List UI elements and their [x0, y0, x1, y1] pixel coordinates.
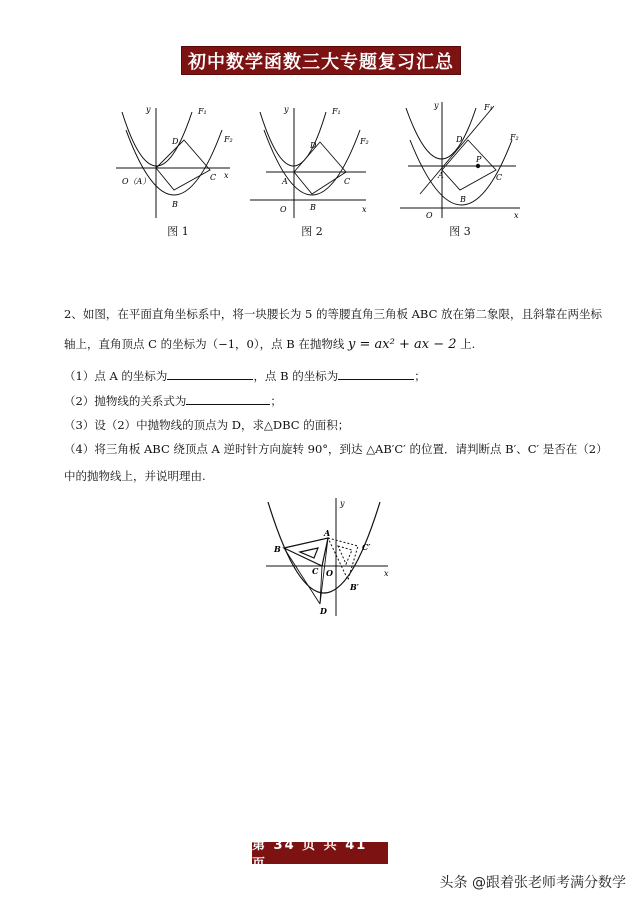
point-p-label: P: [476, 155, 482, 164]
problem-line-1: 2、如图，在平面直角坐标系中，将一块腰长为 5 的等腰直角三角板 ABC 放在第二象限，且斜靠在两坐标: [64, 307, 603, 321]
point-b-label: B: [460, 195, 466, 204]
point-b-prime-label: B′: [350, 582, 359, 592]
figure-3-caption: 图 3: [449, 225, 471, 238]
problem-line-2: [64, 336, 475, 352]
x-label: x: [514, 211, 519, 220]
answer-blank-c[interactable]: [186, 392, 270, 405]
question-4-line-2: 中的抛物线上，并说明理由.: [64, 469, 206, 483]
question-2: [64, 392, 282, 409]
watermark: 头条 @跟着张老师考满分数学: [439, 875, 626, 891]
point-a-label: A: [282, 177, 288, 186]
parabola-f1: [406, 108, 476, 159]
parabola-formula: y = ax² + ax − 2: [348, 337, 457, 352]
answer-blank-a[interactable]: [167, 367, 253, 380]
y-label: y: [284, 105, 289, 114]
f1-label: F₁: [332, 107, 341, 116]
problem-figure: [264, 494, 394, 628]
question-4-line-1: （4）将三角板 ABC 绕顶点 A 逆时针方向旋转 90°，到达 △AB′C′ 的位置．请判断点 B′、C′ 是否在（2）: [64, 442, 608, 456]
question-2-part-b: ；: [270, 394, 282, 408]
figure-1-caption: 图 1: [167, 225, 189, 238]
x-label: x: [384, 569, 389, 578]
origin-label: O: [426, 211, 433, 220]
question-1: [64, 367, 426, 384]
quadrilateral: [294, 142, 346, 194]
question-3: （3）设（2）中抛物线的顶点为 D，求△DBC 的面积；: [64, 418, 350, 432]
point-a-label: A: [324, 528, 331, 538]
parabola-f1: [260, 112, 326, 166]
y-label: y: [146, 105, 151, 114]
problem-line-2-text: 轴上，直角顶点 C 的坐标为（−1，0），点 B 在抛物线: [64, 337, 349, 351]
slant-line: [420, 106, 494, 194]
point-c-prime-label: C′: [362, 542, 371, 552]
figure-2-graph: [246, 100, 376, 225]
point-c-label: C: [344, 177, 351, 186]
answer-blank-b[interactable]: [338, 367, 414, 380]
point-c-label: C: [496, 173, 503, 182]
point-c-label: C: [210, 173, 217, 182]
origin-label: O: [280, 205, 287, 214]
y-label: y: [340, 499, 345, 508]
figure-2-caption: 图 2: [301, 225, 323, 238]
figure-1: [112, 100, 242, 238]
question-1-part-c: ；: [414, 369, 426, 383]
origin-label: O（A）: [122, 177, 151, 186]
quadrilateral: [156, 140, 210, 190]
point-d-label: D: [172, 137, 179, 146]
y-label: y: [434, 101, 439, 110]
point-b-label: B: [310, 203, 316, 212]
f1-label: F₁: [484, 103, 493, 112]
parabola-f1: [122, 112, 192, 166]
point-d-label: D: [320, 606, 327, 616]
inner-triangle-rotated: [338, 546, 352, 564]
question-2-part-a: （2）抛物线的关系式为: [64, 394, 187, 408]
point-d-label: D: [456, 135, 463, 144]
point-b-label: B: [274, 544, 281, 554]
point-c-label: C: [312, 566, 319, 576]
page-number-badge: 第 34 页 共 41 页: [252, 842, 388, 864]
point-d-label: D: [310, 141, 317, 150]
x-label: x: [362, 205, 367, 214]
question-1-part-a: （1）点 A 的坐标为: [64, 369, 168, 383]
figure-1-graph: [112, 100, 242, 225]
x-label: x: [224, 171, 229, 180]
figure-3: [398, 100, 528, 238]
problem-line-2-end: 上.: [456, 337, 476, 351]
quadrilateral: [442, 140, 496, 190]
problem-figure-graph: [264, 494, 394, 624]
point-b-label: B: [172, 200, 178, 209]
f2-label: F₂: [510, 133, 519, 142]
figure-2: [246, 100, 376, 238]
point-p: [476, 164, 480, 168]
point-a-label: A: [438, 171, 444, 180]
page-title: 初中数学函数三大专题复习汇总: [181, 46, 461, 75]
f2-label: F₂: [360, 137, 369, 146]
question-1-part-b: ，点 B 的坐标为: [253, 369, 339, 383]
f2-label: F₂: [224, 135, 233, 144]
f1-label: F₁: [198, 107, 207, 116]
origin-label: O: [326, 568, 333, 578]
figure-3-graph: [398, 100, 528, 225]
